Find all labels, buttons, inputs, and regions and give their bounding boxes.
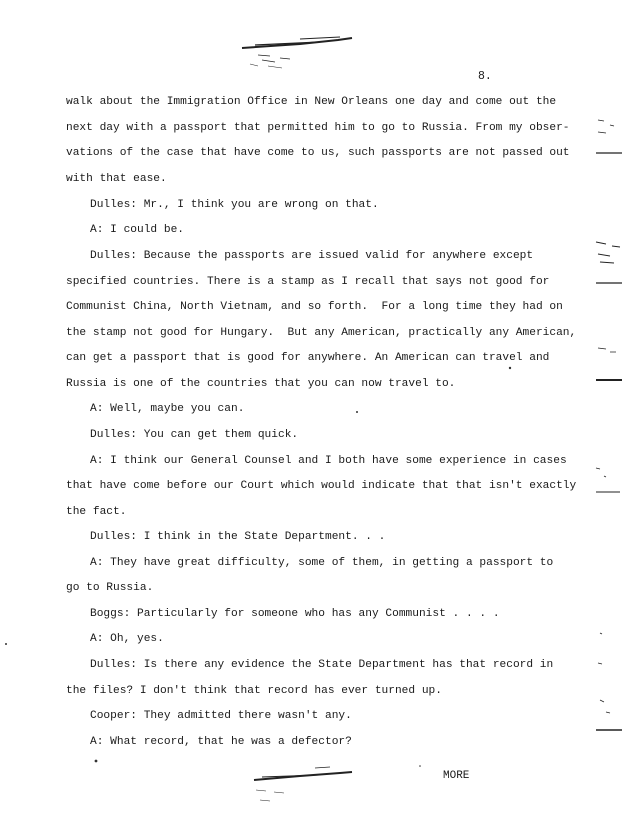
text-line: A: Well, maybe you can. xyxy=(90,403,245,415)
text-line: walk about the Immigration Office in New Orleans one day and come out the xyxy=(66,96,557,108)
more-label: MORE xyxy=(443,770,470,782)
text-line: Dulles: Is there any evidence the State Department has that record in xyxy=(90,659,554,671)
page-number: 8. xyxy=(478,70,492,83)
text-line: go to Russia. xyxy=(66,582,154,594)
text-line: A: I think our General Counsel and I both have some experience in cases xyxy=(90,455,567,467)
text-line: Dulles: You can get them quick. xyxy=(90,429,299,441)
text-line: Dulles: Because the passports are issued valid for anywhere except xyxy=(90,250,534,262)
top-redaction-scribble xyxy=(242,37,352,68)
text-line: with that ease. xyxy=(66,173,167,185)
text-line: A: What record, that he was a defector? xyxy=(90,736,352,748)
text-line: A: I could be. xyxy=(90,224,184,236)
text-line: specified countries. There is a stamp as I recall that says not good for xyxy=(66,276,550,288)
text-line: next day with a passport that permitted him to go to Russia. From my obser- xyxy=(66,122,570,134)
text-line: can get a passport that is good for anywhere. An American can travel and xyxy=(66,352,550,364)
text-line: the files? I don't think that record has ever turned up. xyxy=(66,685,442,697)
text-line: Dulles: Mr., I think you are wrong on that. xyxy=(90,199,379,211)
text-line: A: Oh, yes. xyxy=(90,633,164,645)
text-line: vations of the case that have come to us, such passports are not passed out xyxy=(66,147,570,159)
text-line: Russia is one of the countries that you can now travel to. xyxy=(66,378,456,390)
text-line: A: They have great difficulty, some of them, in getting a passport to xyxy=(90,557,554,569)
right-margin-marks xyxy=(596,120,622,730)
text-line: Communist China, North Vietnam, and so forth. For a long time they had on xyxy=(66,301,563,313)
text-line: the fact. xyxy=(66,506,127,518)
text-line: that have come before our Court which would indicate that that isn't exactly xyxy=(66,480,577,492)
bottom-redaction-scribble xyxy=(254,767,352,801)
text-line: Cooper: They admitted there wasn't any. xyxy=(90,710,352,722)
text-line: the stamp not good for Hungary. But any American, practically any American, xyxy=(66,327,577,339)
text-line: Dulles: I think in the State Department. . . xyxy=(90,531,386,543)
text-line: Boggs: Particularly for someone who has any Communist . . . . xyxy=(90,608,500,620)
